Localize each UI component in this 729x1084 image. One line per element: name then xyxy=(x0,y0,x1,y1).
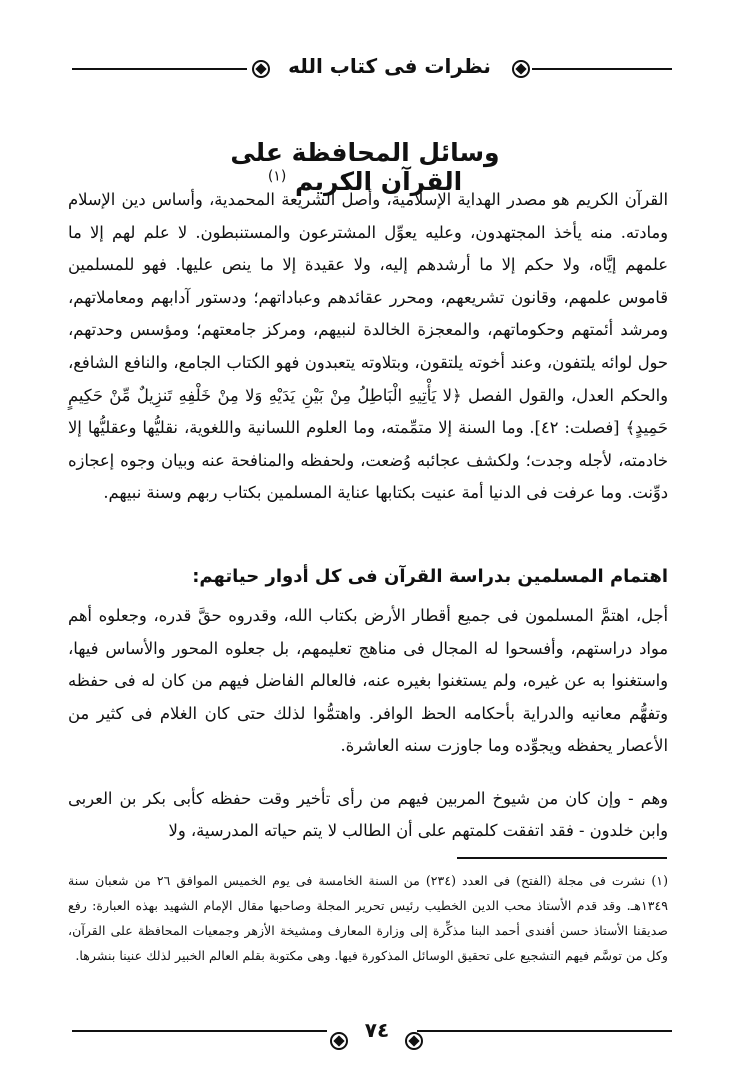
ornament-icon xyxy=(330,1032,348,1050)
paragraph-intro: القرآن الكريم هو مصدر الهداية الإسلامية، وأصل الشريعة المحمدية، وأساس دين الإسلام ومادته. منه يأخذ المجتهدون، وعليه يعوِّل المشترعون والمستنبطون. لا علم لهم إلا ما علمهم إيَّاه، ولا حكم إلا ما أرشدهم إليه، ولا عقيدة إلا ما ينص عليها. فهو للمسلمين قاموس علمهم، وقانون تشريعهم، ومحرر عقائدهم وعباداتهم؛ ودستور آدابهم ومعاملاتهم، ومرشد أئمتهم وحكوماتهم، والمعجزة الخالدة لنبيهم، ومركز جامعتهم؛ ومؤسس وحدتهم، حول لوائه يلتفون، وعند أخوته يلتقون، وبتلاوته يتعبدون فهو الكتاب الجامع، والنافع الشافع، والحكم العدل، والقول الفصل ﴿لا يَأْتِيهِ الْبَاطِلُ مِنْ بَيْنِ يَدَيْهِ وَلا مِنْ خَلْفِهِ تَنزِيلٌ مِّنْ حَكِيمٍ حَمِيدٍ﴾ [فصلت: ٤٢]. وما السنة إلا متمِّمته، وما العلوم اللسانية واللغوية، نقليُّها وعقليُّها إلا خادمته، لأجله وجدت؛ ولكشف عجائبه وُضعت، ولحفظه والمنافحة عنه وبيان وجوه إعجازه دوِّنت. وما عرفت فى الدنيا أمة عنيت بكتابها عناية المسلمين بكتاب ربهم وسنة نبيهم. xyxy=(68,190,668,503)
footer-rule-left xyxy=(72,1030,327,1032)
running-header xyxy=(72,44,672,94)
footer-rule-right xyxy=(417,1030,672,1032)
page-footer xyxy=(72,1016,672,1046)
page-number: ٧٤ xyxy=(364,1018,390,1042)
running-header-title: نظرات فى كتاب الله xyxy=(288,54,491,78)
paragraph-third: وهم - وإن كان من شيوخ المربين فيهم من رأى تأخير وقت حفظه كأبى بكر بن العربى وابن خلدون - فقد اتفقت كلمتهم على أن الطالب لا يتم حياته المدرسية، ولا xyxy=(68,789,668,840)
ornament-icon xyxy=(512,60,530,78)
footnote: (١) نشرت فى مجلة (الفتح) فى العدد (٢٣٤) من السنة الخامسة فى يوم الخميس الموافق ٢٦ من شعبان سنة ١٣٤٩هـ. وقد قدم الأستاذ محب الدين الخطيب رئيس تحرير المجلة وصاحبها مقال الإمام الشهيد بهذه العبارة: رفع صديقنا الأستاذ حسن أفندى أحمد البنا مذكِّرة إلى وزارة المعارف ومشيخة الأزهر وجمعيات المحافظة على القرآن، وكل من توسَّم فيهم التشجيع على تحقيق الوسائل المذكورة فيها. وهى مكتوبة بقلم العالم الخبير لذلك عنينا بنشرها. xyxy=(68,873,668,963)
footnote-separator xyxy=(457,857,667,859)
header-rule-right xyxy=(532,68,672,70)
section-subheading: اهتمام المسلمين بدراسة القرآن فى كل أدوار حياتهم: xyxy=(192,566,668,587)
chapter-heading-text: وسائل المحافظة على القرآن الكريم xyxy=(230,138,500,196)
footnote-reference: (١) xyxy=(267,168,287,185)
ornament-icon xyxy=(405,1032,423,1050)
header-rule-left xyxy=(72,68,247,70)
paragraph-second: أجل، اهتمَّ المسلمون فى جميع أقطار الأرض بكتاب الله، وقدروه حقَّ قدره، وجعلوه أهم مواد دراستهم، وأفسحوا له المجال فى مناهج تعليمهم، بل جعلوه المحور والأساس فيها، واستغنوا به عن غيره، ولم يستغنوا بغيره عنه، فالعالم الفاضل فيهم من كان له فى حفظه وتفهُّم معانيه والدراية بأحكامه الحظ الوافر. واهتمُّوا لذلك حتى كان الغلام فى كثير من الأعصار يحفظه ويجوِّده وما جاوزت سنه العاشرة. xyxy=(68,606,668,756)
